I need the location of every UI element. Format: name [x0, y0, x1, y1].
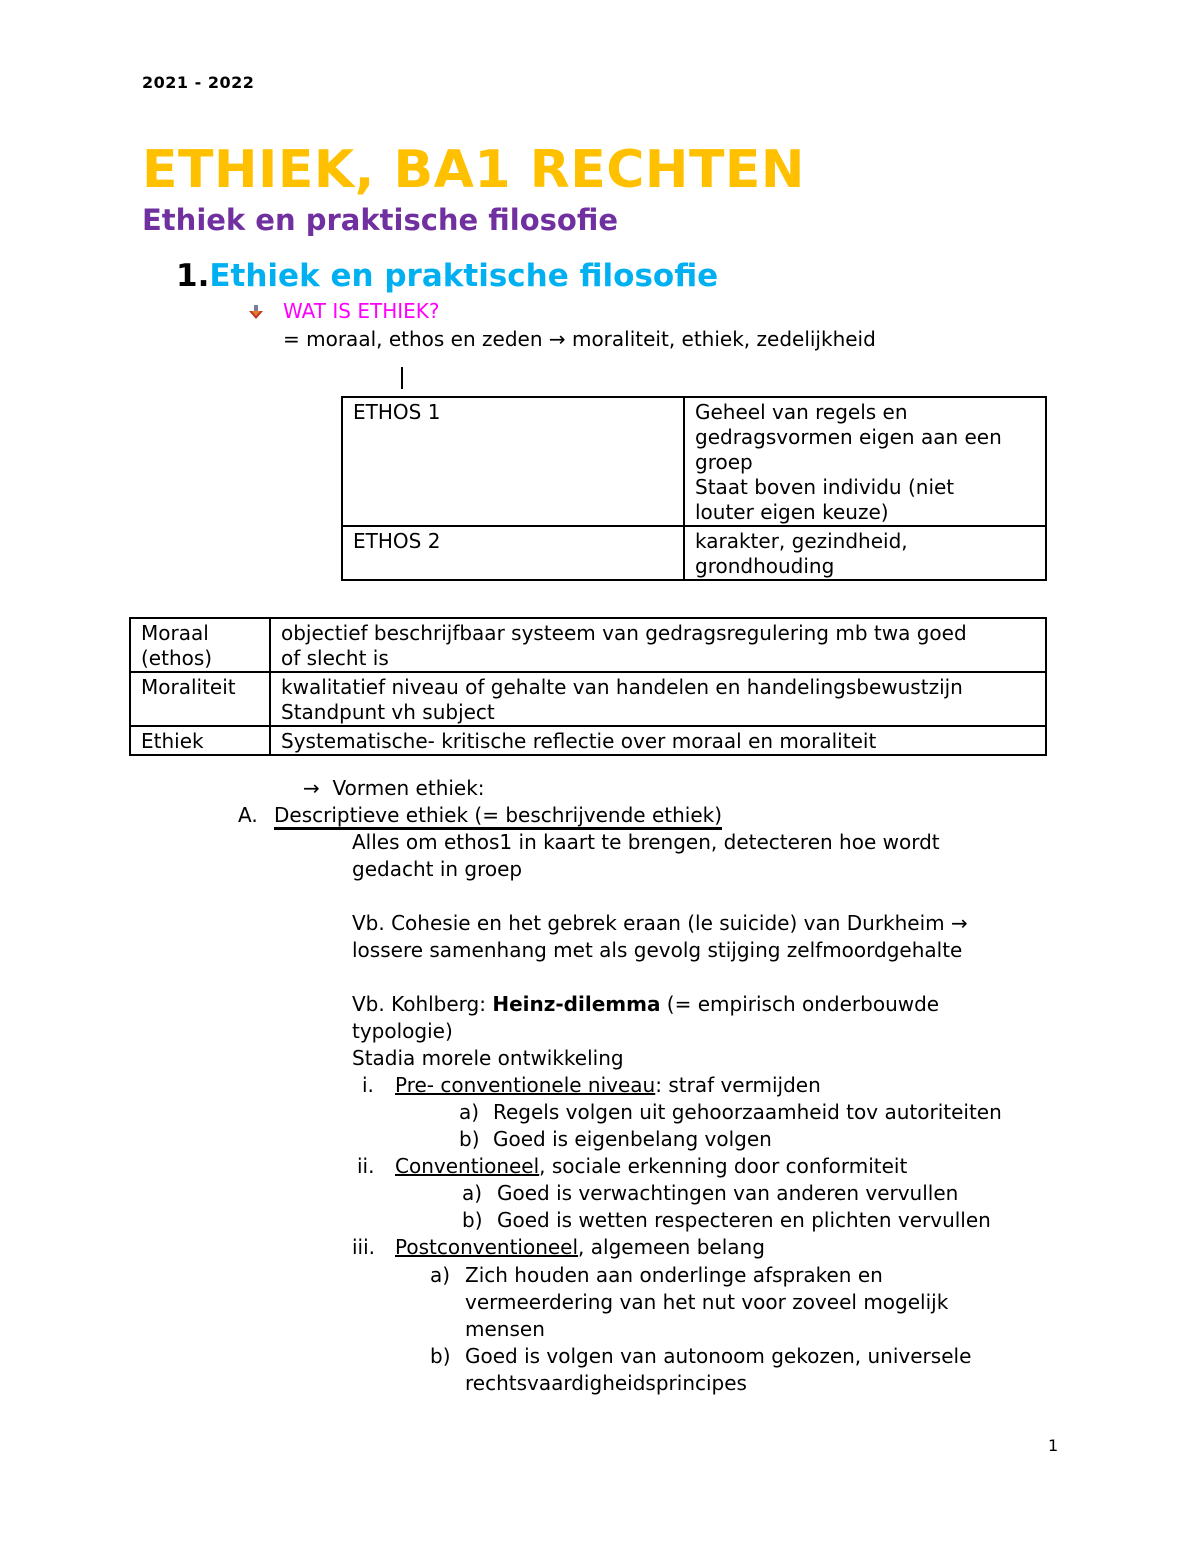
question-heading: WAT IS ETHIEK?	[283, 299, 440, 323]
list-marker: A.	[238, 803, 258, 827]
heading-1	[176, 258, 718, 294]
bold-term: Heinz-dilemma	[492, 992, 661, 1016]
table-cell: ETHOS 1	[342, 397, 684, 526]
header-year: 2021 - 2022	[142, 73, 255, 92]
heading-number: 1.	[176, 258, 210, 294]
table-row	[130, 672, 1046, 726]
table-cell: objectief beschrijfbaar systeem van gedragsregulering mb twa goed of slecht is	[270, 618, 1046, 672]
table-cell: Systematische- kritische reflectie over moraal en moraliteit	[270, 726, 1046, 755]
document-subtitle: Ethiek en praktische filosofie	[142, 203, 619, 237]
section-a	[238, 802, 722, 829]
list-item: a) Zich houden aan onderlinge afspraken en vermeerdering van het nut voor zoveel mogelijk mensen	[430, 1263, 949, 1341]
definition-line: = moraal, ethos en zeden → moraliteit, ethiek, zedelijkheid	[283, 327, 876, 351]
table-cell: Ethiek	[130, 726, 270, 755]
table-row	[342, 526, 1046, 580]
list-item: b) Goed is eigenbelang volgen	[459, 1127, 772, 1151]
vormen-line: → Vormen ethiek:	[303, 776, 485, 800]
section-a-title: Descriptieve ethiek (= beschrijvende ethiek)	[274, 803, 722, 830]
moral-table	[129, 617, 1047, 756]
list-item: iii. Postconventioneel, algemeen belang	[352, 1235, 765, 1259]
list-item: i. Pre- conventionele niveau: straf vermijden	[362, 1073, 821, 1097]
table-cell: kwalitatief niveau of gehalte van handelen en handelingsbewustzijn Standpunt vh subject	[270, 672, 1046, 726]
table-row	[130, 618, 1046, 672]
document-title: ETHIEK, BA1 RECHTEN	[142, 140, 805, 200]
list-item: b) Goed is volgen van autonoom gekozen, universele rechtsvaardigheidsprincipes	[430, 1344, 972, 1395]
table-cell: karakter, gezindheid, grondhouding	[684, 526, 1046, 580]
text-cursor	[401, 367, 403, 389]
table-cell: Moraliteit	[130, 672, 270, 726]
arrow-bullet-icon	[248, 304, 264, 320]
paragraph: Vb. Cohesie en het gebrek eraan (le suicide) van Durkheim → lossere samenhang met als gevolg stijging zelfmoordgehalte	[352, 911, 968, 962]
table-cell: Geheel van regels en gedragsvormen eigen aan een groep Staat boven individu (niet louter eigen keuze)	[684, 397, 1046, 526]
list-item: ii. Conventioneel, sociale erkenning door conformiteit	[357, 1154, 908, 1178]
page-number: 1	[1048, 1436, 1059, 1455]
table-cell: Moraal (ethos)	[130, 618, 270, 672]
heading-text: Ethiek en praktische filosofie	[209, 258, 719, 294]
arrow-icon: →	[303, 776, 320, 800]
list-item: a) Regels volgen uit gehoorzaamheid tov autoriteiten	[459, 1100, 1002, 1124]
table-cell: ETHOS 2	[342, 526, 684, 580]
list-item: a) Goed is verwachtingen van anderen vervullen	[462, 1181, 959, 1205]
list-item: b) Goed is wetten respecteren en plichten vervullen	[462, 1208, 991, 1232]
table-row	[342, 397, 1046, 526]
paragraph: Alles om ethos1 in kaart te brengen, detecteren hoe wordt gedacht in groep	[352, 830, 940, 881]
paragraph: Vb. Kohlberg: Heinz-dilemma (= empirisch onderbouwde typologie) Stadia morele ontwikkeling	[352, 992, 940, 1070]
ethos-table	[341, 396, 1047, 581]
table-row	[130, 726, 1046, 755]
